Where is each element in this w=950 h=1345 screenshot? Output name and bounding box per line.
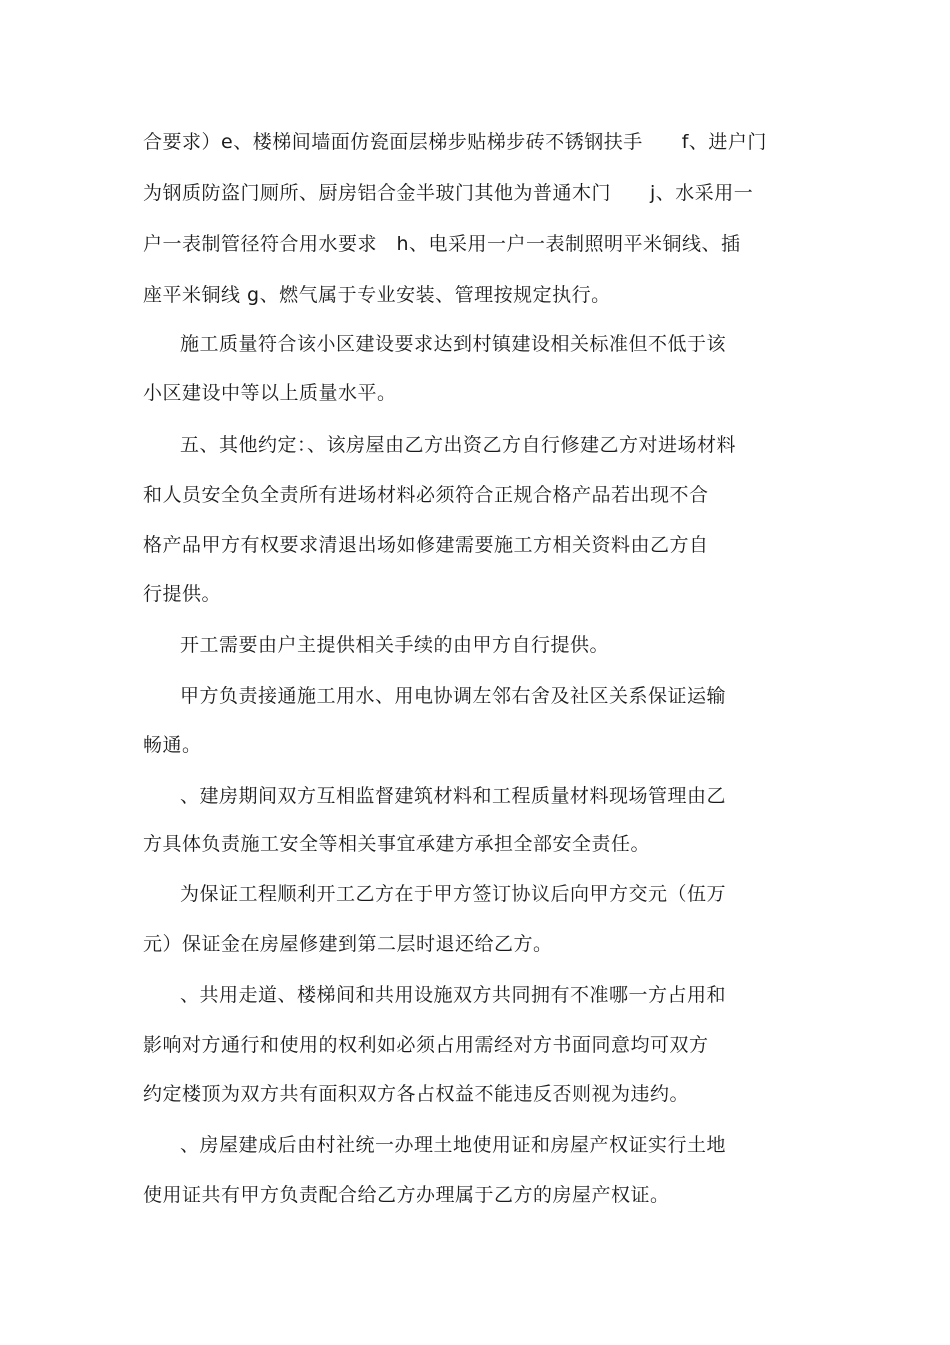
paragraph-utilities-line-1: 甲方负责接通施工用水、用电协调左邻右舍及社区关系保证运输 xyxy=(180,685,727,707)
text-line-2: 为钢质防盗门厕所、厨房铝合金半玻门其他为普通木门 j、水采用一 xyxy=(143,182,754,204)
text-line-3: 户一表制管径符合用水要求 h、电采用一户一表制照明平米铜线、插 xyxy=(143,233,741,255)
paragraph-deposit-line-2: 元）保证金在房屋修建到第二层时退还给乙方。 xyxy=(143,933,553,955)
paragraph-supervision-line-2: 方具体负责施工安全等相关事宜承建方承担全部安全责任。 xyxy=(143,833,651,855)
paragraph-quality-line-1: 施工质量符合该小区建设要求达到村镇建设相关标准但不低于该 xyxy=(180,333,727,355)
paragraph-supervision-line-1: 、建房期间双方互相监督建筑材料和工程质量材料现场管理由乙 xyxy=(180,785,727,807)
section-five-line-3: 格产品甲方有权要求清退出场如修建需要施工方相关资料由乙方自 xyxy=(143,534,709,556)
text-line-4: 座平米铜线 g、燃气属于专业安装、管理按规定执行。 xyxy=(143,284,611,306)
paragraph-shared-line-3: 约定楼顶为双方共有面积双方各占权益不能违反否则视为违约。 xyxy=(143,1083,690,1105)
section-five-line-2: 和人员安全负全责所有进场材料必须符合正规合格产品若出现不合 xyxy=(143,484,709,506)
paragraph-deposit-line-1: 为保证工程顺利开工乙方在于甲方签订协议后向甲方交元（伍万 xyxy=(180,883,727,905)
text-line-1: 合要求）e、楼梯间墙面仿瓷面层梯步贴梯步砖不锈钢扶手 f、进户门 xyxy=(143,131,767,153)
paragraph-utilities-line-2: 畅通。 xyxy=(143,734,202,756)
paragraph-quality-line-2: 小区建设中等以上质量水平。 xyxy=(143,382,397,404)
section-five-line-1: 五、其他约定：、该房屋由乙方出资乙方自行修建乙方对进场材料 xyxy=(180,434,737,456)
paragraph-shared-line-1: 、共用走道、楼梯间和共用设施双方共同拥有不准哪一方占用和 xyxy=(180,984,727,1006)
section-five-line-4: 行提供。 xyxy=(143,583,222,605)
paragraph-certificate-line-1: 、房屋建成后由村社统一办理土地使用证和房屋产权证实行土地 xyxy=(180,1134,727,1156)
paragraph-certificate-line-2: 使用证共有甲方负责配合给乙方办理属于乙方的房屋产权证。 xyxy=(143,1184,670,1206)
paragraph-shared-line-2: 影响对方通行和使用的权利如必须占用需经对方书面同意均可双方 xyxy=(143,1034,709,1056)
paragraph-permits: 开工需要由户主提供相关手续的由甲方自行提供。 xyxy=(180,634,610,656)
